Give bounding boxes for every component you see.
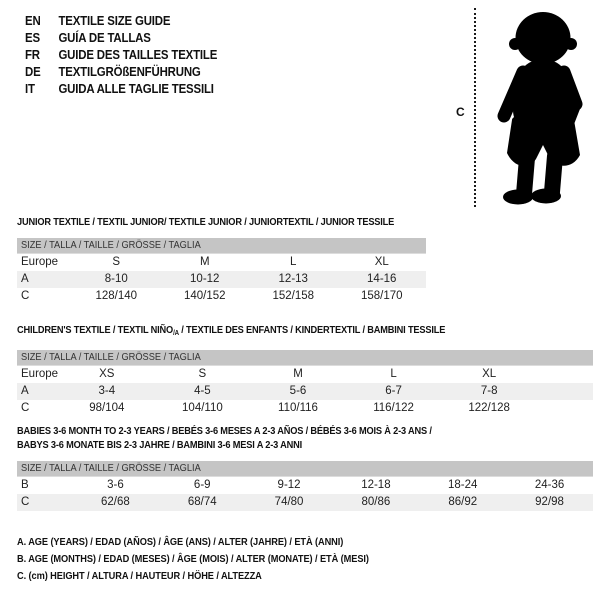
table-cell: L	[290, 256, 297, 268]
size-header-bar	[17, 461, 593, 477]
table-cell: 98/104	[89, 402, 125, 414]
table-cell: 116/122	[373, 402, 414, 414]
language-row	[25, 80, 243, 97]
size-header-label: SIZE / TALLA / TAILLE / GRÖSSE / TAGLIA	[21, 239, 201, 251]
table-cell: 110/116	[278, 402, 318, 414]
language-row	[25, 29, 243, 46]
table-cell: 104/110	[182, 402, 223, 414]
table-cell: 3-6	[107, 479, 124, 491]
row-label: C	[21, 496, 30, 508]
guide-title: TEXTILGRÖßENFÜHRUNG	[58, 64, 201, 79]
table-row	[17, 494, 593, 511]
row-label: C	[21, 402, 30, 414]
table-cell: 128/140	[95, 290, 138, 302]
table-cell: 10-12	[190, 273, 220, 285]
junior-textile-section	[17, 216, 426, 305]
legend-line-c: C. (cm) HEIGHT / ALTURA / HAUTEUR / HÖHE / ALTEZZA	[17, 570, 262, 582]
section-title: CHILDREN'S TEXTILE / TEXTIL $NIÑO_{/A}$ / TEXTILE DES ENFANTS / KINDERTEXTIL / BAMBINI TESSILE	[17, 324, 446, 337]
table-cell: 152/158	[272, 290, 315, 302]
size-header-label: SIZE / TALLA / TAILLE / GRÖSSE / TAGLIA	[21, 462, 201, 474]
table-row	[17, 288, 426, 305]
height-dotted-line	[474, 8, 476, 207]
guide-title: TEXTILE SIZE GUIDE	[58, 13, 171, 28]
table-cell: XL	[374, 256, 389, 268]
babies-size-table	[17, 461, 593, 511]
table-cell: 7-8	[480, 385, 498, 397]
guide-title: GUIDA ALLE TAGLIE TESSILI	[58, 81, 214, 96]
table-cell: 14-16	[367, 273, 397, 285]
table-cell: 86/92	[448, 496, 478, 508]
guide-title: GUÍA DE TALLAS	[58, 30, 151, 45]
table-row	[17, 366, 593, 383]
table-cell: 80/86	[361, 496, 391, 508]
table-cell: 9-12	[277, 479, 301, 491]
table-row	[17, 400, 593, 417]
table-cell: 6-7	[385, 385, 402, 397]
language-row	[25, 63, 243, 80]
language-code: IT	[25, 81, 35, 96]
table-cell: 74/80	[274, 496, 304, 508]
legend-line-a: A. AGE (YEARS) / EDAD (AÑOS) / ÂGE (ANS) / ALTER (JAHRE) / ETÀ (ANNI)	[17, 536, 344, 548]
table-cell: M	[199, 256, 210, 268]
section-title: JUNIOR TEXTILE / TEXTIL JUNIOR/ TEXTILE JUNIOR / JUNIORTEXTIL / JUNIOR TESSILE	[17, 216, 395, 228]
table-cell: M	[293, 368, 303, 380]
table-cell: 12-13	[278, 273, 308, 285]
table-cell: XL	[482, 368, 497, 380]
size-header-label: SIZE / TALLA / TAILLE / GRÖSSE / TAGLIA	[21, 351, 201, 363]
row-label: B	[21, 479, 29, 491]
children-textile-section	[17, 324, 593, 417]
table-cell: 158/170	[360, 290, 403, 302]
table-cell: 62/68	[101, 496, 130, 508]
measurement-legend	[17, 534, 417, 585]
table-row	[17, 383, 593, 400]
table-cell: XS	[99, 368, 115, 380]
table-cell: 18-24	[448, 479, 478, 491]
size-header-bar	[17, 350, 593, 366]
table-cell: L	[390, 368, 397, 380]
section-title: BABIES 3-6 MONTH TO 2-3 YEARS / BEBÉS 3-6 MESES A 2-3 AÑOS / BÉBÉS 3-6 MOIS À 2-3 ANS / BABYS 3-6 MONATE BIS 2-3 JAHRE / BAMBINI 3-6 MESI A 2-3 ANNI	[17, 425, 432, 451]
height-measure-label: C	[456, 105, 465, 119]
table-cell: 5-6	[289, 385, 307, 397]
junior-size-table	[17, 238, 426, 305]
table-cell: 4-5	[194, 385, 211, 397]
table-row	[17, 254, 426, 271]
language-title-list	[25, 12, 243, 97]
language-code: ES	[25, 30, 40, 45]
language-code: EN	[25, 13, 41, 28]
table-cell: S	[198, 368, 207, 380]
table-cell: 6-9	[193, 479, 211, 491]
size-header-bar	[17, 238, 426, 254]
language-row	[25, 12, 243, 29]
row-label: A	[21, 273, 29, 285]
language-code: FR	[25, 47, 40, 62]
row-label: Europe	[21, 256, 59, 268]
row-label: A	[21, 385, 29, 397]
table-cell: 140/152	[183, 290, 226, 302]
table-cell: 24-36	[534, 479, 565, 491]
language-code: DE	[25, 64, 41, 79]
table-cell: 68/74	[187, 496, 217, 508]
table-row	[17, 477, 593, 494]
table-cell: 3-4	[98, 385, 116, 397]
table-cell: 8-10	[104, 273, 128, 285]
table-row	[17, 271, 426, 288]
legend-line-b: B. AGE (MONTHS) / EDAD (MESES) / ÂGE (MOIS) / ALTER (MONATE) / ETÀ (MESI)	[17, 553, 369, 565]
language-row	[25, 46, 243, 63]
toddler-silhouette-icon	[488, 8, 588, 208]
children-size-table	[17, 350, 593, 417]
row-label: C	[21, 290, 30, 302]
babies-textile-section	[17, 424, 593, 511]
guide-title: GUIDE DES TAILLES TEXTILE	[58, 47, 218, 62]
table-cell: S	[112, 256, 121, 268]
row-label: Europe	[21, 368, 59, 380]
table-cell: 12-18	[361, 479, 391, 491]
table-cell: 92/98	[535, 496, 564, 508]
table-cell: 122/128	[468, 402, 510, 414]
